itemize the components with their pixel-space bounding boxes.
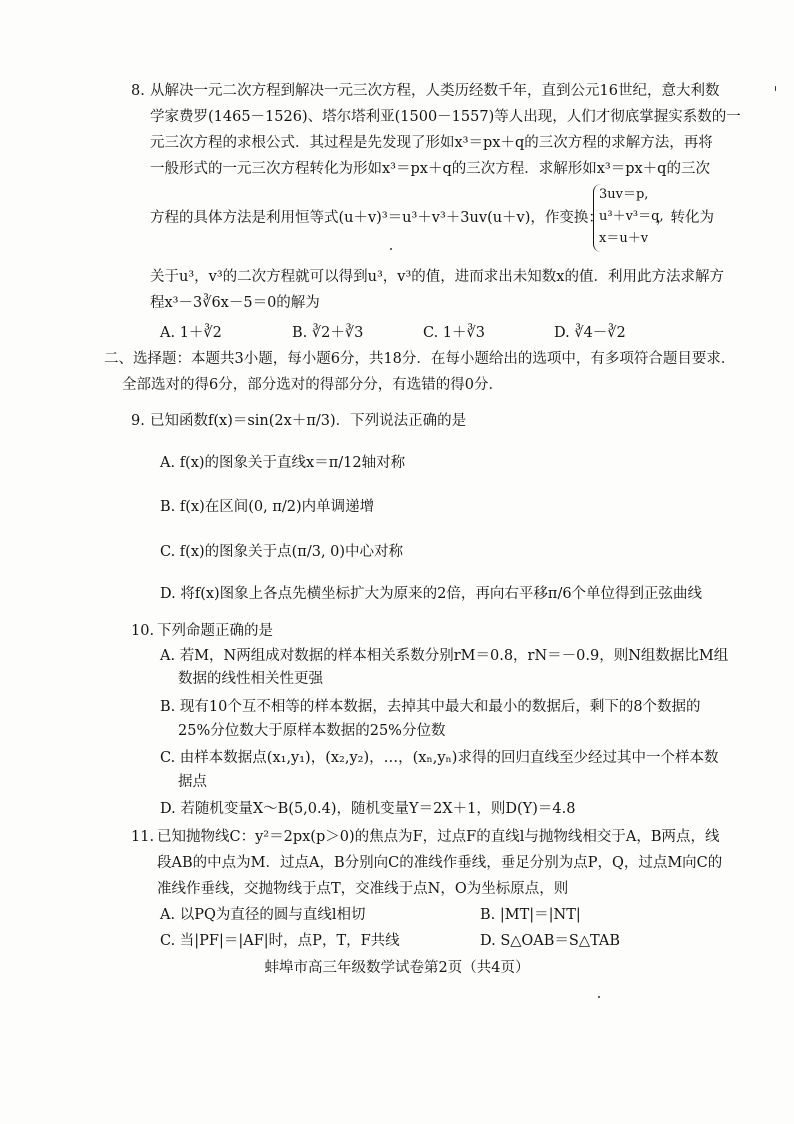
q11-number: 11. [131,829,155,845]
scan-speck [390,248,392,250]
q9-option-c: C. f(x)的图象关于点(π/3, 0)中心对称 [160,544,404,560]
q11-line-1: 已知抛物线C：y²＝2px(p＞0)的焦点为F，过点F的直线l与抛物线相交于A，B两点，线 [157,829,720,845]
section2-heading: 二、选择题：本题共3小题，每小题6分，共18分．在每小题给出的选项中，有多项符合题目要求． [104,351,736,367]
q11-option-a: A. 以PQ为直径的圆与直线l相切 [160,907,366,923]
q10-option-b: B. 现有10个互不相等的样本数据，去掉其中最大和最小的数据后，剩下的8个数据的 [160,699,701,715]
q8-option-d: D. ∛4－∛2 [554,325,626,341]
q8-line-5-tail: ，转化为 [656,210,714,226]
q8-line-2: 学家费罗(1465－1526)、塔尔塔利亚(1500－1557)等人出现，人们才彻底掌握实系数的一 [150,109,741,125]
q9-number: 9. [131,413,145,429]
q8-system-row-3: x＝u＋v [599,231,649,246]
q10-option-b-cont: 25%分位数大于原样本数据的25%分位数 [178,723,446,739]
q10-option-c: C. 由样本数据点(x₁,y₁)，(x₂,y₂)，…，(xₙ,yₙ)求得的回归直线至少经过其中一个样本数 [160,750,719,766]
q9-option-d: D. 将f(x)图象上各点先横坐标扩大为原来的2倍，再向右平移π/6个单位得到正弦曲线 [160,586,703,602]
q10-option-d: D. 若随机变量X～B(5,0.4)，随机变量Y＝2X＋1，则D(Y)＝4.8 [160,801,576,817]
q9-stem: 已知函数f(x)＝sin(2x＋π/3)．下列说法正确的是 [150,413,467,429]
scan-mark [775,86,776,91]
q8-option-a: A. 1＋∛2 [160,325,222,341]
q8-line-1: 从解决一元二次方程到解决一元三次方程，人类历经数千年，直到公元16世纪，意大利数 [150,83,720,99]
q11-option-b: B. |MT|＝|NT| [480,907,581,923]
q10-stem: 下列命题正确的是 [157,623,273,639]
q9-option-b: B. f(x)在区间(0, π/2)内单调递增 [160,499,375,515]
q8-system-row-2: u³＋v³＝q, [599,209,664,224]
scan-speck [598,996,600,998]
q8-number: 8. [131,83,145,99]
q8-option-c: C. 1＋∛3 [423,325,485,341]
q10-option-c-cont: 据点 [178,774,207,790]
q10-number: 10. [131,623,155,639]
q8-line-4: 一般形式的一元三次方程转化为形如x³＝px＋q的三次方程．求解形如x³＝px＋q的三次 [150,161,710,177]
q11-option-c: C. 当|PF|＝|AF|时，点P，T，F共线 [160,933,400,949]
q10-option-a: A. 若M，N两组成对数据的样本相关系数分别rM＝0.8，rN＝－0.9，则N组数据比M组 [160,648,729,664]
q8-line-6: 关于u³，v³的二次方程就可以得到u³，v³的值，进而求出未知数x的值．利用此方法求解方 [150,269,724,285]
q8-line-5: 方程的具体方法是利用恒等式(u＋v)³＝u³＋v³＋3uv(u＋v)，作变换： [150,210,603,226]
q9-option-a: A. f(x)的图象关于直线x＝π/12轴对称 [160,455,406,471]
q8-system-row-1: 3uv＝p, [599,187,649,202]
q11-line-3: 准线作垂线，交抛物线于点T，交准线于点N，O为坐标原点，则 [157,881,569,897]
q8-option-b: B. ∛2＋∛3 [292,325,364,341]
q8-line-7: 程x³－3∛6x－5＝0的解为 [150,295,320,311]
q10-option-a-cont: 数据的线性相关性更强 [178,671,323,687]
q11-option-d: D. S△OAB＝S△TAB [480,933,621,949]
q8-line-3: 元三次方程的求根公式．其过程是先发现了形如x³＝px＋q的三次方程的求解方法，再将 [150,135,713,151]
page-footer: 蚌埠市高三年级数学试卷第2页（共4页） [264,960,530,976]
q11-line-2: 段AB的中点为M．过点A，B分别向C的准线作垂线，垂足分别为点P，Q，过点M向C的 [157,855,723,871]
section2-instructions: 全部选对的得6分，部分选对的得部分分，有选错的得0分． [122,377,503,393]
